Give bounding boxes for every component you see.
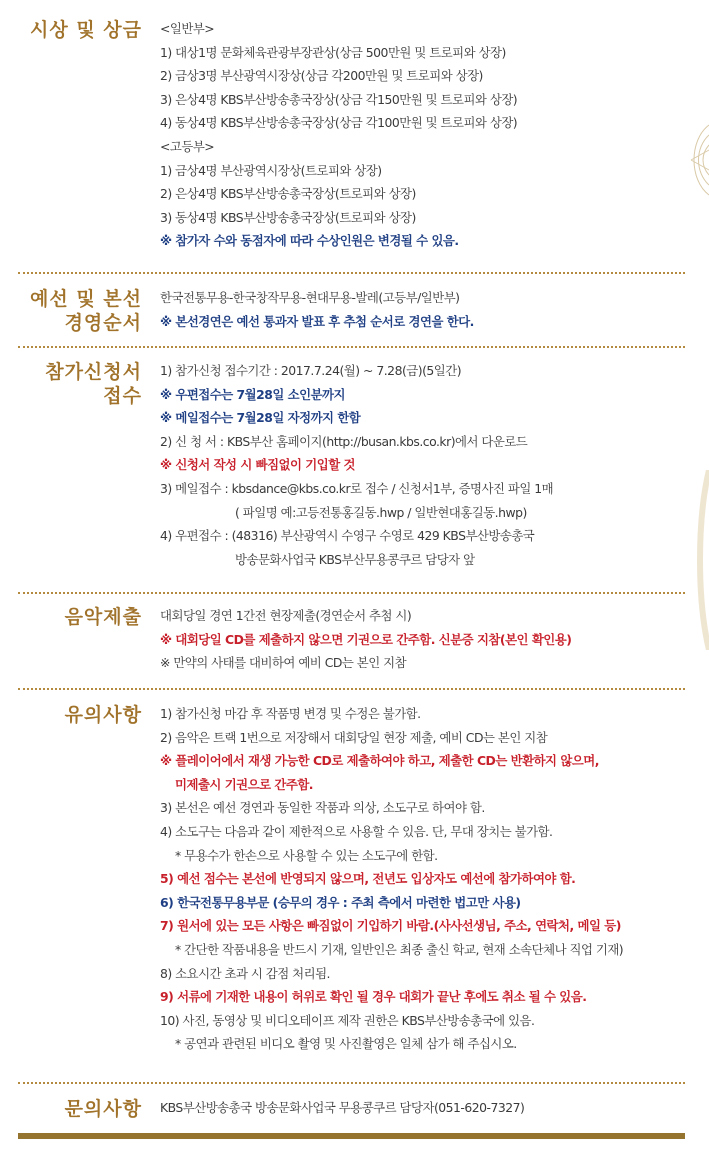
notes-line: * 무용수가 한손으로 사용할 수 있는 소도구에 한함. [175,847,438,863]
awards-line: 2) 금상3명 부산광역시장상(상금 각200만원 및 트로피와 상장) [160,68,483,84]
notes-line: 2) 음악은 트랙 1번으로 저장해서 대회당일 현장 제출, 예비 CD는 본인 지참 [160,729,548,745]
notes-line: 4) 소도구는 다음과 같이 제한적으로 사용할 수 있음. 단, 무대 장치는 불가함. [160,823,553,839]
notes-line: 1) 참가신청 마감 후 작품명 변경 및 수정은 불가함. [160,706,421,721]
application-line: 3) 메일접수 : kbsdance@kbs.co.kr로 접수 / 신청서1부, 증명사진 파일 1매 [160,480,554,496]
order-line: ※ 본선경연은 예선 통과자 발표 후 추첨 순서로 경연을 한다. [160,313,474,329]
notes-line: 미제출시 기권으로 간주함. [175,776,313,792]
divider [18,688,685,690]
awards-line: 4) 동상4명 KBS부산방송총국장상(상금 각100만원 및 트로피와 상장) [160,115,518,131]
awards-line: ※ 참가자 수와 동점자에 따라 수상인원은 변경될 수 있음. [160,233,459,249]
ornament-icon [689,470,709,650]
order-content [160,286,705,333]
divider [18,592,685,594]
awards-line: 1) 금상4명 부산광역시장상(트로피와 상장) [160,162,382,178]
ornament-icon [679,120,709,200]
music-line: ※ 대회당일 CD를 제출하지 않으면 기권으로 간주함. 신분증 지참(본인 확인용) [160,631,572,647]
music-line: ※ 만약의 사태를 대비하여 예비 CD는 본인 지참 [160,655,407,671]
application-label-line2: 접수 [103,385,142,407]
awards-line: <고등부> [160,138,215,154]
notes-line: 7) 원서에 있는 모든 사항은 빠짐없이 기입하기 바람.(사사선생님, 주소, 연락처, 메일 등) [160,918,621,934]
order-label-line1: 예선 및 본선 [30,288,142,310]
notes-line: 5) 예선 점수는 본선에 반영되지 않으며, 전년도 입상자도 예선에 참가하여야 함. [160,871,576,887]
awards-line: 3) 동상4명 KBS부산방송총국장상(트로피와 상장) [160,209,416,225]
contact-content [160,1096,705,1120]
notes-line: 8) 소요시간 초과 시 감점 처리됨. [160,965,330,981]
application-line: 방송문화사업국 KBS부산무용콩쿠르 담당자 앞 [235,551,475,567]
notes-line: 3) 본선은 예선 경연과 동일한 작품과 의상, 소도구로 하여야 함. [160,800,485,816]
application-line: ※ 메일접수는 7월28일 자정까지 한함 [160,410,361,426]
awards-line: <일반부> [160,21,215,36]
awards-line: 2) 은상4명 KBS부산방송총국장상(트로피와 상장) [160,186,416,202]
music-content [160,604,705,675]
divider [18,346,685,348]
application-line: 2) 신 청 서 : KBS부산 홈페이지(http://busan.kbs.co.kr)에서 다운로드 [160,433,528,449]
divider [18,272,685,274]
application-line: 4) 우편접수 : (48316) 부산광역시 수영구 수영로 429 KBS부산방송총국 [160,528,535,544]
notes-line: 6) 한국전통무용부문 (승무의 경우 : 주최 측에서 마련한 법고만 사용) [160,894,521,910]
application-line: ※ 우편접수는 7월28일 소인분까지 [160,386,345,402]
contact-line: KBS부산방송총국 방송문화사업국 무용콩쿠르 담당자(051-620-7327) [160,1100,525,1115]
notes-line: * 공연과 관련된 비디오 촬영 및 사진촬영은 일체 삼가 해 주십시오. [175,1036,517,1052]
notes-label: 유의사항 [64,704,142,726]
awards-content [160,17,705,253]
application-line: 1) 참가신청 접수기간 : 2017.7.24(월) ~ 7.28(금)(5일간) [160,363,462,378]
notes-line: 9) 서류에 기재한 내용이 허위로 확인 될 경우 대회가 끝난 후에도 취소 될 수 있음. [160,989,587,1005]
music-label: 음악제출 [64,606,142,628]
notes-content [160,702,705,1056]
awards-line: 3) 은상4명 KBS부산방송총국장상(상금 각150만원 및 트로피와 상장) [160,91,518,107]
notes-line: ※ 플레이어에서 재생 가능한 CD로 제출하여야 하고, 제출한 CD는 반환하지 않으며, [160,753,599,769]
awards-line: 1) 대상1명 문화체육관광부장관상(상금 500만원 및 트로피와 상장) [160,44,506,60]
notes-line: 10) 사진, 동영상 및 비디오테이프 제작 권한은 KBS부산방송총국에 있음. [160,1012,535,1028]
notes-line: * 간단한 작품내용을 반드시 기재, 일반인은 최종 출신 학교, 현재 소속단체나 직업 기재) [175,941,624,957]
divider [18,1082,685,1084]
contact-label: 문의사항 [64,1098,142,1120]
music-line: 대회당일 경연 1간전 현장제출(경연순서 추첨 시) [160,608,412,623]
awards-label: 시상 및 상금 [30,19,142,41]
bottom-bar [18,1133,685,1139]
order-line: 한국전통무용-한국창작무용-현대무용-발레(고등부/일반부) [160,290,460,305]
application-label-line1: 참가신청서 [45,361,142,383]
application-content [160,359,705,571]
application-line: ( 파일명 예:고등전통홍길동.hwp / 일반현대홍길동.hwp) [235,504,527,520]
order-label-line2: 경영순서 [64,312,142,334]
application-line: ※ 신청서 작성 시 빠짐없이 기입할 것 [160,457,355,473]
